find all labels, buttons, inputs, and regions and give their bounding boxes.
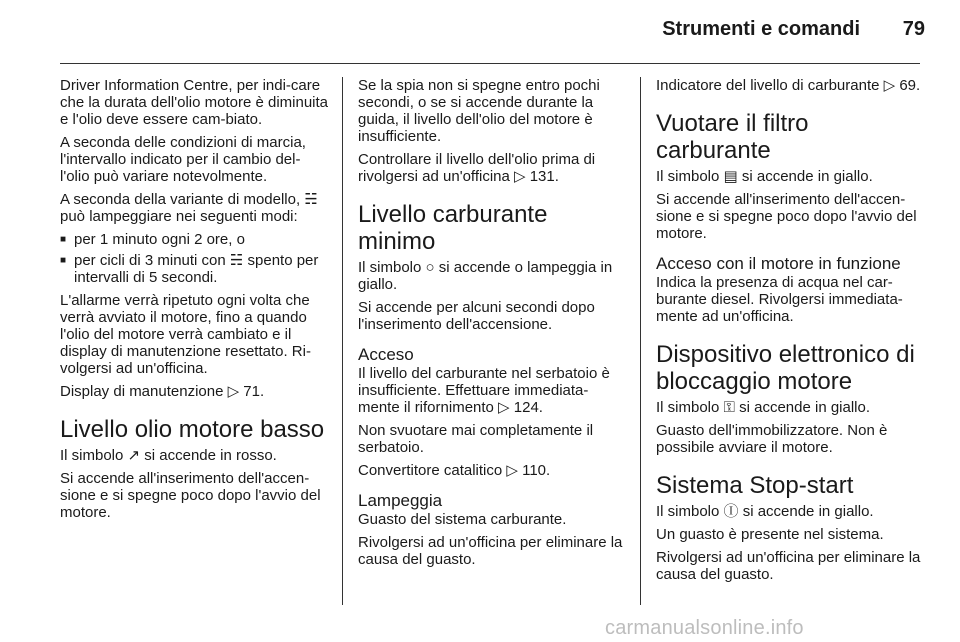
column-2 [358, 77, 626, 574]
paragraph: Il simbolo ⚿ si accende in giallo. [656, 399, 871, 416]
paragraph: Si accende all'inserimento dell'accen-sione e si spegne poco dopo l'avvio del motore. [60, 470, 321, 521]
section-heading-fuel-level: Livello carburante minimo [358, 201, 548, 255]
paragraph: Indica la presenza di acqua nel car-burante diesel. Rivolgersi immediata-mente ad un'officina. [656, 274, 903, 325]
paragraph: Rivolgersi ad un'officina per eliminare la causa del guasto. [358, 534, 623, 568]
paragraph: A seconda della variante di modello, ☵ può lampeggiare nei seguenti modi: [60, 191, 318, 225]
paragraph: Si accende per alcuni secondi dopo l'inserimento dell'accensione. [358, 299, 595, 333]
page-number: 79 [902, 18, 925, 40]
paragraph: Guasto dell'immobilizzatore. Non è possibile avviare il motore. [656, 422, 888, 456]
section-heading-fuel-filter: Vuotare il filtro carburante [656, 110, 809, 164]
subheading-lampeggia: Lampeggia [358, 491, 443, 510]
subheading-engine-running: Acceso con il motore in funzione [656, 254, 901, 273]
paragraph: Controllare il livello dell'olio prima di rivolgersi ad un'officina ▷ 131. [358, 151, 596, 185]
paragraph: Un guasto è presente nel sistema. [656, 526, 884, 543]
column-1 [60, 77, 328, 527]
paragraph: Il simbolo ○ si accende o lampeggia in giallo. [358, 259, 613, 293]
section-heading-stop-start: Sistema Stop-start [656, 472, 854, 499]
section-heading-immobilizer: Dispositivo elettronico di bloccaggio motore [656, 341, 915, 395]
paragraph: Se la spia non si spegne entro pochi secondi, o se si accende durante la guida, il livello dell'olio del motore è insufficiente. [358, 77, 600, 145]
paragraph: Il simbolo ▤ si accende in giallo. [656, 168, 873, 185]
column-divider-2 [640, 77, 641, 605]
cross-reference: Display di manutenzione ▷ 71. [60, 383, 265, 400]
paragraph: Si accende all'inserimento dell'accen-sione e si spegne poco dopo l'avvio del motore. [656, 191, 917, 242]
column-divider-1 [342, 77, 343, 605]
paragraph: Il simbolo Ⓘ si accende in giallo. [656, 503, 874, 520]
section-heading-oil-level: Livello olio motore basso [60, 416, 325, 443]
watermark: carmanualsonline.info [605, 617, 804, 639]
paragraph: Rivolgersi ad un'officina per eliminare la causa del guasto. [656, 549, 921, 583]
paragraph: Driver Information Centre, per indi-care che la durata dell'olio motore è diminuita e l'olio deve essere cam-biato. [60, 77, 329, 128]
list-item: ■ per cicli di 3 minuti con ☵ spento per intervalli di 5 secondi. [60, 252, 328, 286]
paragraph: Il simbolo ↗ si accende in rosso. [60, 447, 277, 464]
page-header-title: Strumenti e comandi [662, 18, 860, 40]
list-item: ■ per 1 minuto ogni 2 ore, o [60, 231, 328, 248]
paragraph: L'allarme verrà ripetuto ogni volta che verrà avviato il motore, fino a quando l'olio del motore verrà cambiato e il display di manutenzione resettato. Ri-volgersi ad un'officina. [60, 292, 311, 377]
subheading-acceso: Acceso [358, 345, 414, 364]
cross-reference: Convertitore catalitico ▷ 110. [358, 462, 551, 479]
bullet-list [60, 231, 328, 286]
paragraph: Guasto del sistema carburante. [358, 511, 567, 528]
paragraph: A seconda delle condizioni di marcia, l'intervallo indicato per il cambio del-l'olio può variare notevolmente. [60, 134, 306, 185]
column-3 [656, 77, 924, 589]
cross-reference: Indicatore del livello di carburante ▷ 69. [656, 77, 921, 94]
header-rule [60, 63, 920, 64]
paragraph: Il livello del carburante nel serbatoio è insufficiente. Effettuare immediata-mente il rifornimento ▷ 124. [358, 365, 610, 416]
paragraph: Non svuotare mai completamente il serbatoio. [358, 422, 594, 456]
